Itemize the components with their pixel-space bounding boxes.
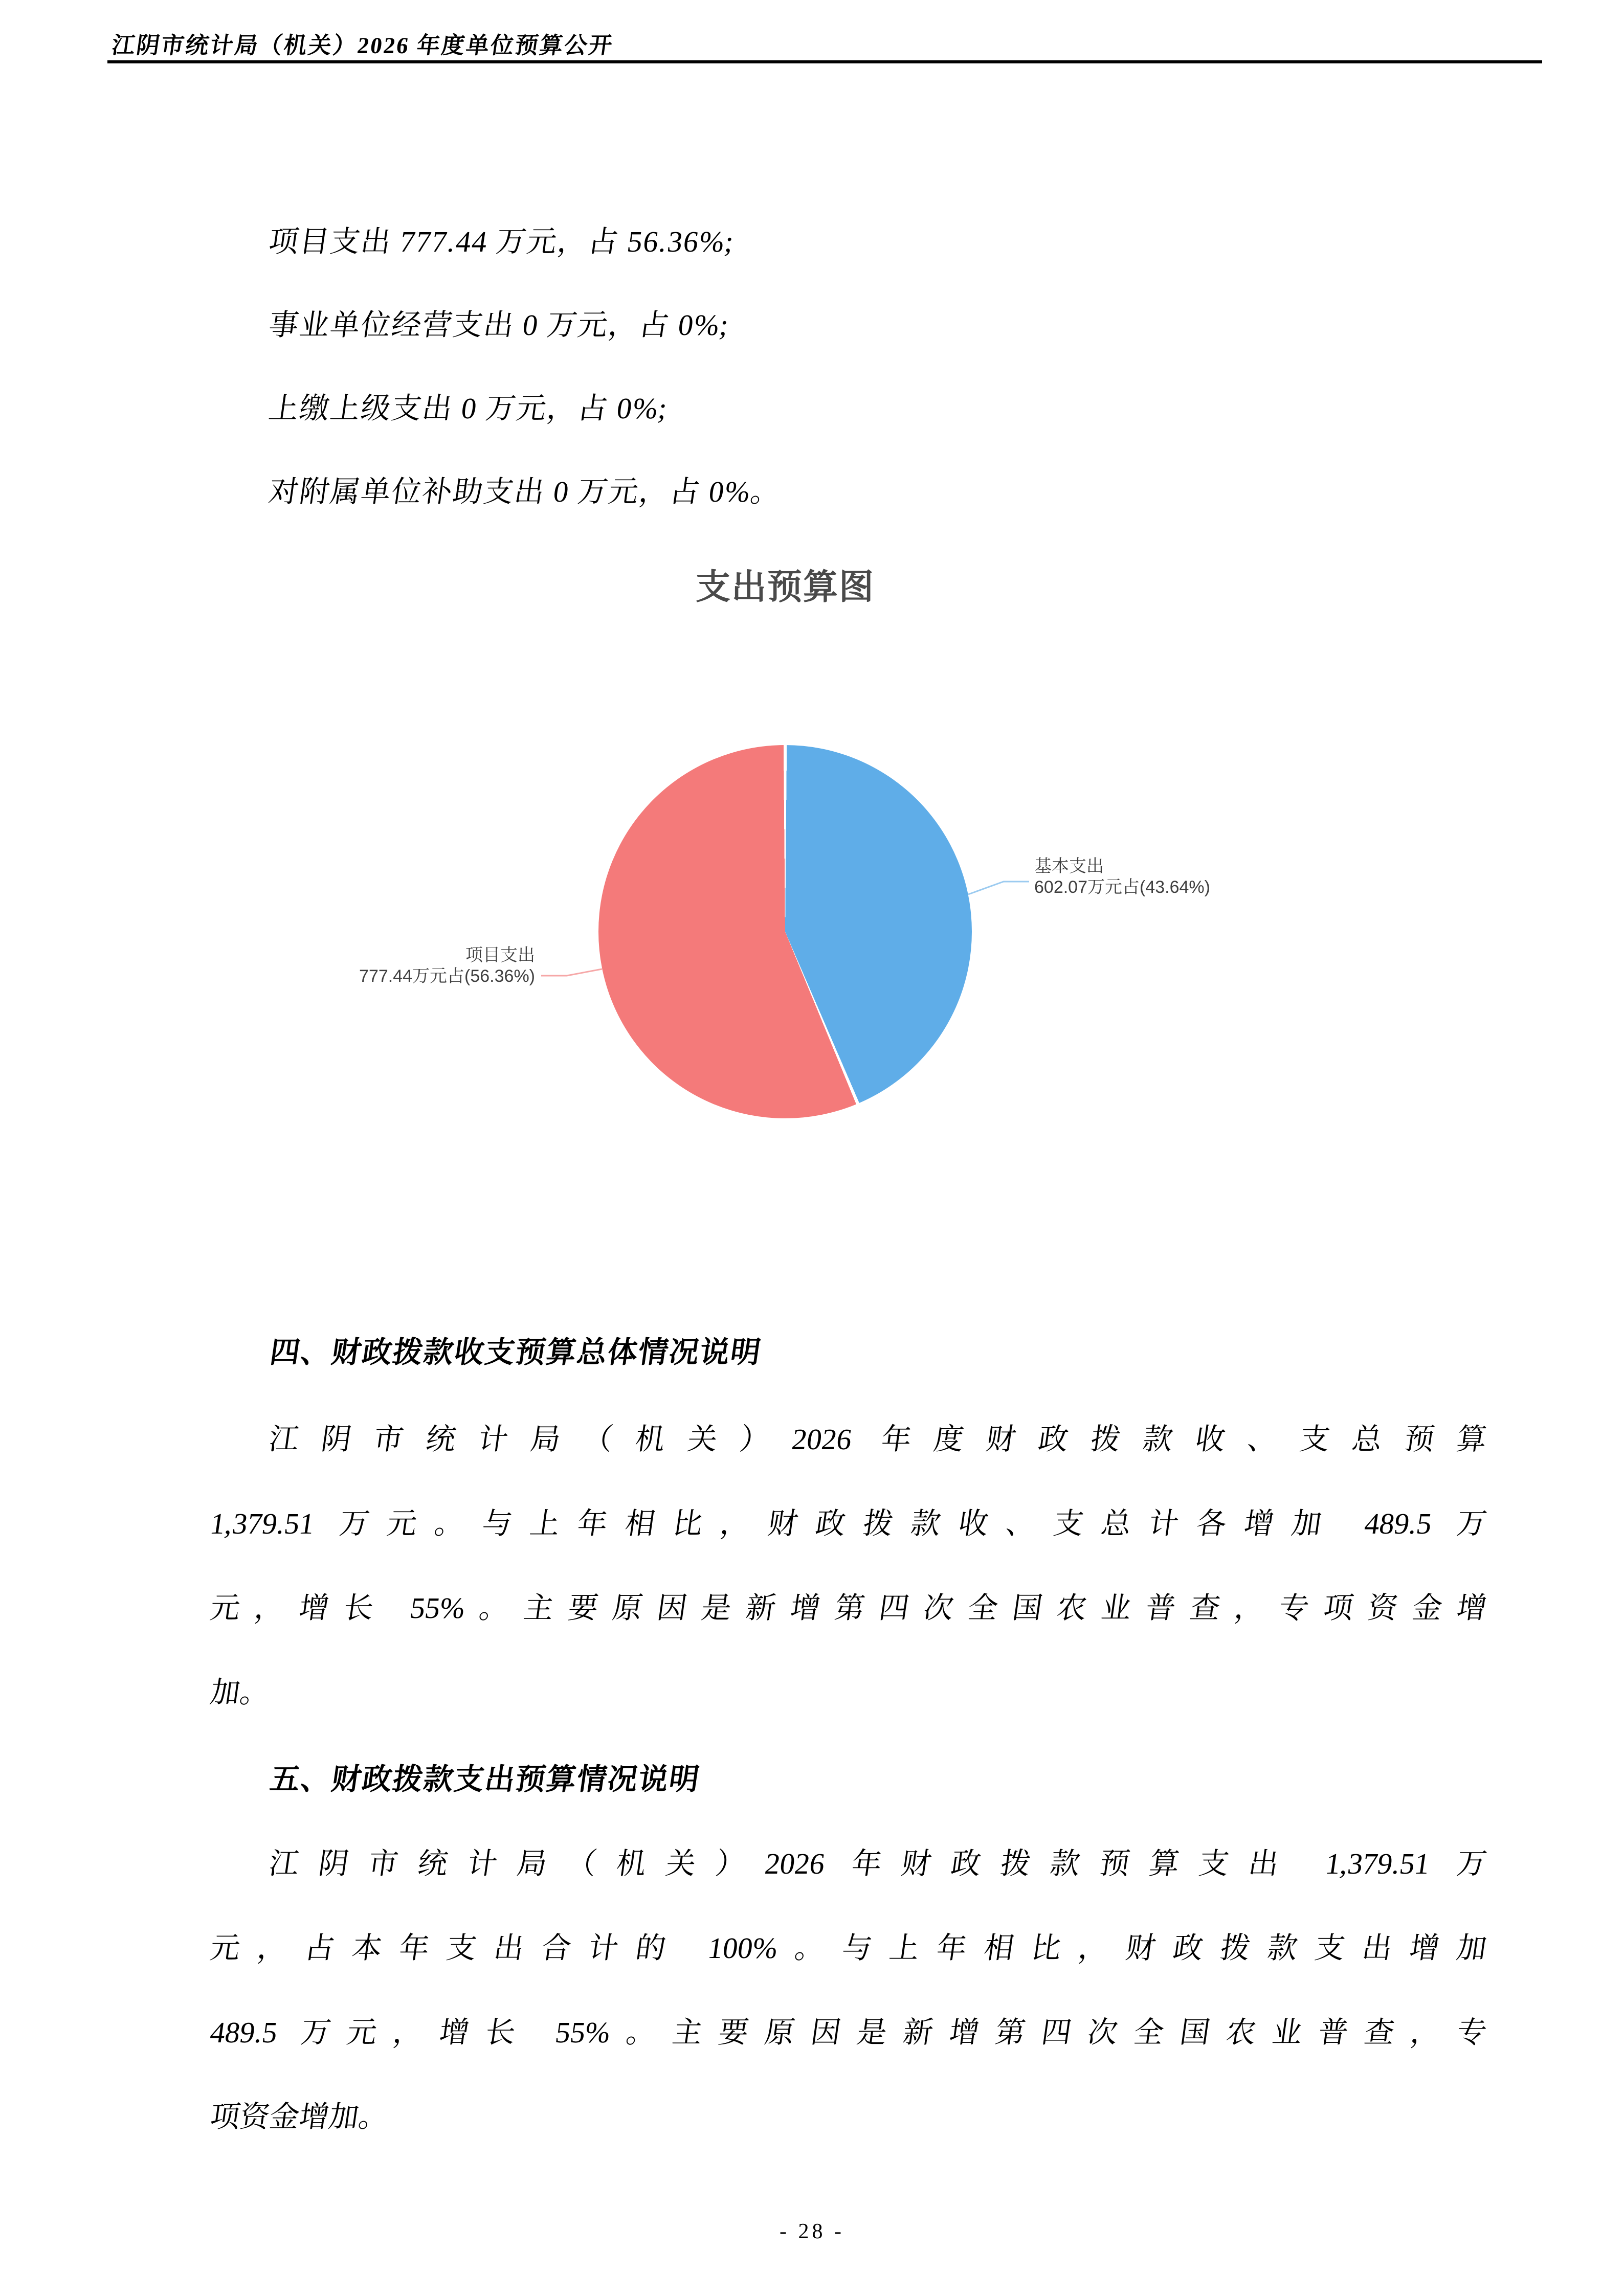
pie-label-project-expense-value: 777.44万元占(56.36%)	[359, 966, 535, 986]
section-5-heading: 五、财政拨款支出预算情况说明	[268, 1763, 702, 1796]
section-5-line-3: 489.5 万元，增长 55%。主要原因是新增第四次全国农业普查，专	[208, 2016, 1489, 2049]
intro-line-project-expense: 项目支出 777.44 万元，占 56.36%;	[266, 225, 737, 258]
leader-line-project-expense	[541, 969, 602, 976]
intro-line-upper-level-expense: 上缴上级支出 0 万元，占 0%;	[266, 392, 671, 425]
intro-line-operating-expense: 事业单位经营支出 0 万元，占 0%;	[266, 308, 732, 342]
pie-label-project-expense	[359, 945, 535, 987]
section-4-line-3: 元，增长 55%。主要原因是新增第四次全国农业普查，专项资金增	[208, 1591, 1489, 1625]
leader-line-basic-expense	[968, 882, 1029, 894]
pie-label-basic-expense-value: 602.07万元占(43.64%)	[1034, 877, 1210, 897]
section-4-line-4: 加。	[208, 1676, 272, 1709]
section-4-heading: 四、财政拨款收支预算总体情况说明	[268, 1336, 764, 1369]
page-header-title: 江阴市统计局（机关）2026 年度单位预算公开	[110, 33, 615, 58]
chart-title: 支出预算图	[695, 568, 875, 606]
section-5-line-4: 项资金增加。	[208, 2100, 391, 2133]
section-4-line-2: 1,379.51 万元。与上年相比，财政拨款收、支总计各增加 489.5 万	[208, 1507, 1489, 1540]
section-5-line-2: 元，占本年支出合计的 100%。与上年相比，财政拨款支出增加	[208, 1931, 1489, 1965]
pie-label-basic-expense-name: 基本支出	[1034, 857, 1104, 876]
header-rule	[107, 60, 1542, 63]
pie-label-project-expense-name: 项目支出	[465, 946, 535, 965]
page-number: - 28 -	[780, 2220, 844, 2243]
pie-chart	[598, 745, 972, 1118]
intro-line-subsidy-expense: 对附属单位补助支出 0 万元，占 0%。	[266, 475, 784, 508]
section-5-line-1: 江阴市统计局（机关）2026 年财政拨款预算支出 1,379.51 万	[266, 1847, 1489, 1880]
section-4-line-1: 江阴市统计局（机关）2026 年度财政拨款收、支总预算	[266, 1423, 1489, 1456]
pie-label-basic-expense	[1034, 856, 1210, 898]
